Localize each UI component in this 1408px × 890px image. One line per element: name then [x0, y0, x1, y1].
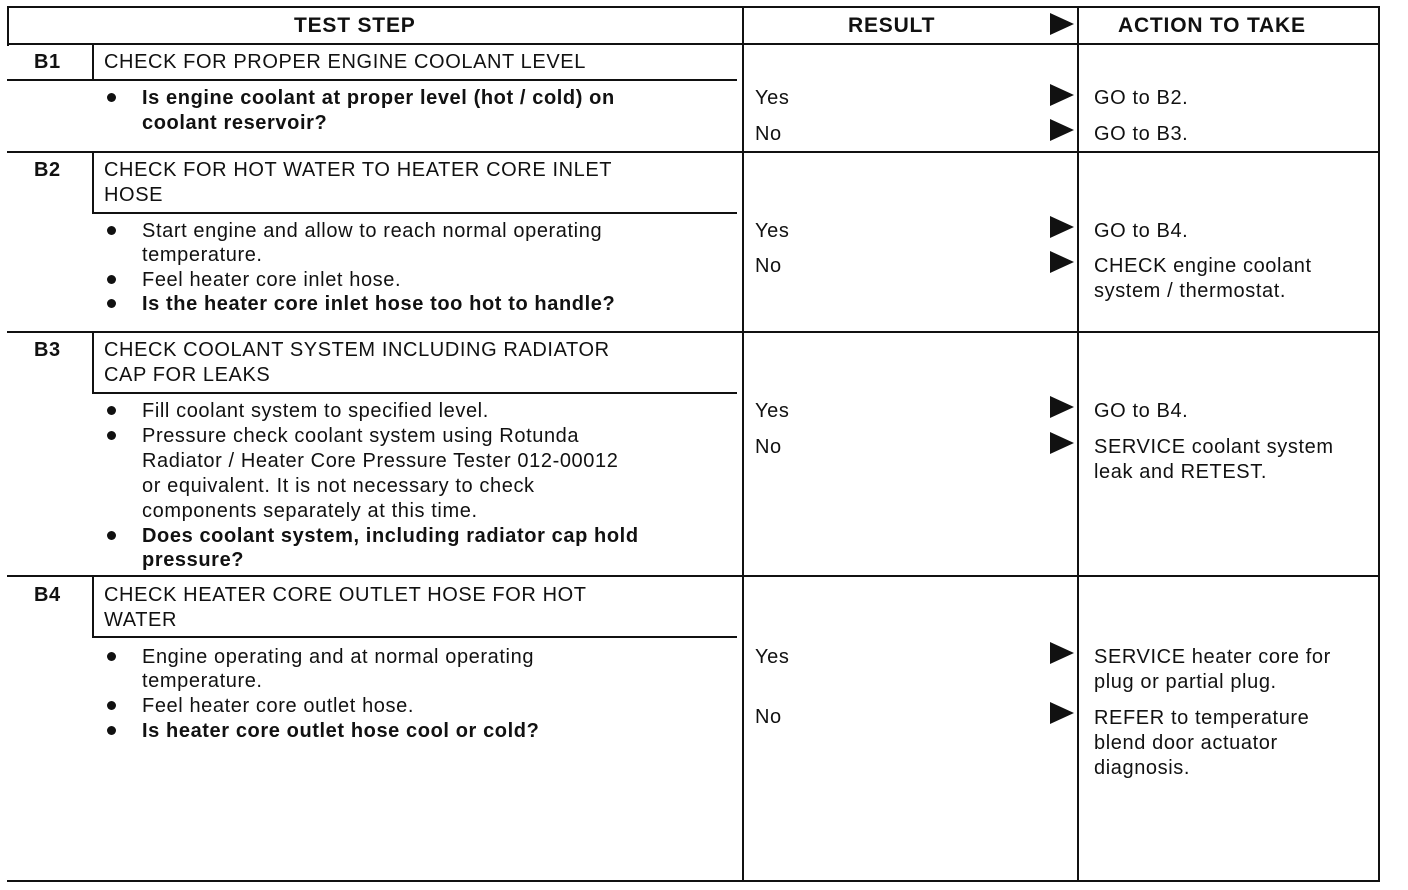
- result-value: Yes: [755, 220, 790, 242]
- instruction-line: Is the heater core inlet hose too hot to handle?: [142, 293, 616, 315]
- result-value: Yes: [755, 400, 790, 422]
- bullet-icon: [107, 226, 116, 235]
- step-id: B4: [34, 584, 61, 606]
- title-underline: [92, 212, 737, 214]
- arrow-icon: [1050, 432, 1074, 454]
- instruction-line: temperature.: [142, 670, 263, 692]
- bullet-icon: [107, 93, 116, 102]
- arrow-icon: [1050, 702, 1074, 724]
- bullet-icon: [107, 431, 116, 440]
- action-header: ACTION TO TAKE: [1118, 14, 1306, 37]
- step-id: B1: [34, 51, 61, 73]
- result-value: No: [755, 706, 782, 728]
- action-line: blend door actuator: [1094, 732, 1278, 754]
- instruction-line: Fill coolant system to specified level.: [142, 400, 489, 422]
- action-line: SERVICE heater core for: [1094, 646, 1331, 668]
- step-title: CHECK COOLANT SYSTEM INCLUDING RADIATOR: [104, 339, 610, 361]
- action-line: leak and RETEST.: [1094, 461, 1268, 483]
- step-title: CAP FOR LEAKS: [104, 364, 271, 386]
- id-divider: [92, 45, 94, 81]
- result-value: No: [755, 123, 782, 145]
- arrow-icon: [1050, 251, 1074, 273]
- arrow-icon: [1050, 119, 1074, 141]
- step-id: B3: [34, 339, 61, 361]
- instruction-line: Is engine coolant at proper level (hot / cold) on: [142, 87, 615, 109]
- row-separator: [7, 331, 1380, 333]
- step-title: CHECK FOR HOT WATER TO HEATER CORE INLET: [104, 159, 613, 181]
- title-underline: [92, 392, 737, 394]
- instruction-line: or equivalent. It is not necessary to check: [142, 475, 535, 497]
- step-id: B2: [34, 159, 61, 181]
- instruction-line: temperature.: [142, 244, 263, 266]
- table-left-border: [7, 6, 9, 46]
- row-separator: [7, 151, 1380, 153]
- action-line: GO to B4.: [1094, 400, 1189, 422]
- action-line: diagnosis.: [1094, 757, 1191, 779]
- arrow-icon: [1050, 396, 1074, 418]
- step-title: WATER: [104, 609, 177, 631]
- table-top-border: [7, 6, 1380, 8]
- action-line: GO to B4.: [1094, 220, 1189, 242]
- table-right-border: [1378, 6, 1380, 882]
- arrow-icon: [1050, 216, 1074, 238]
- instruction-line: Feel heater core outlet hose.: [142, 695, 414, 717]
- title-underline: [92, 636, 737, 638]
- table-bottom-border: [7, 880, 1380, 882]
- bullet-icon: [107, 726, 116, 735]
- bullet-icon: [107, 531, 116, 540]
- instruction-line: Does coolant system, including radiator cap hold: [142, 525, 639, 547]
- action-line: GO to B2.: [1094, 87, 1189, 109]
- instruction-line: components separately at this time.: [142, 500, 478, 522]
- arrow-icon: [1050, 13, 1074, 35]
- row-separator: [7, 575, 1380, 577]
- instruction-line: Is heater core outlet hose cool or cold?: [142, 720, 540, 742]
- test-step-header: TEST STEP: [294, 14, 416, 37]
- action-line: CHECK engine coolant: [1094, 255, 1312, 277]
- step-title: CHECK HEATER CORE OUTLET HOSE FOR HOT: [104, 584, 587, 606]
- arrow-icon: [1050, 642, 1074, 664]
- result-value: No: [755, 255, 782, 277]
- step-title: HOSE: [104, 184, 164, 206]
- instruction-line: Pressure check coolant system using Rotunda: [142, 425, 580, 447]
- bullet-icon: [107, 299, 116, 308]
- action-column-divider: [1077, 6, 1079, 882]
- result-value: No: [755, 436, 782, 458]
- bullet-icon: [107, 652, 116, 661]
- bullet-icon: [107, 701, 116, 710]
- id-divider: [92, 153, 94, 214]
- bullet-icon: [107, 406, 116, 415]
- instruction-line: Radiator / Heater Core Pressure Tester 012-00012: [142, 450, 619, 472]
- step-title: CHECK FOR PROPER ENGINE COOLANT LEVEL: [104, 51, 586, 73]
- id-divider: [92, 333, 94, 394]
- result-column-divider: [742, 6, 744, 882]
- id-divider: [92, 577, 94, 638]
- header-bottom-border: [7, 43, 1380, 45]
- action-line: system / thermostat.: [1094, 280, 1287, 302]
- action-line: REFER to temperature: [1094, 707, 1310, 729]
- instruction-line: Start engine and allow to reach normal operating: [142, 220, 603, 242]
- result-value: Yes: [755, 87, 790, 109]
- instruction-line: pressure?: [142, 549, 245, 571]
- action-line: GO to B3.: [1094, 123, 1189, 145]
- instruction-line: Feel heater core inlet hose.: [142, 269, 402, 291]
- result-header: RESULT: [848, 14, 936, 37]
- instruction-line: Engine operating and at normal operating: [142, 646, 535, 668]
- result-value: Yes: [755, 646, 790, 668]
- title-underline: [7, 79, 737, 81]
- action-line: plug or partial plug.: [1094, 671, 1277, 693]
- bullet-icon: [107, 275, 116, 284]
- action-line: SERVICE coolant system: [1094, 436, 1334, 458]
- arrow-icon: [1050, 84, 1074, 106]
- instruction-line: coolant reservoir?: [142, 112, 328, 134]
